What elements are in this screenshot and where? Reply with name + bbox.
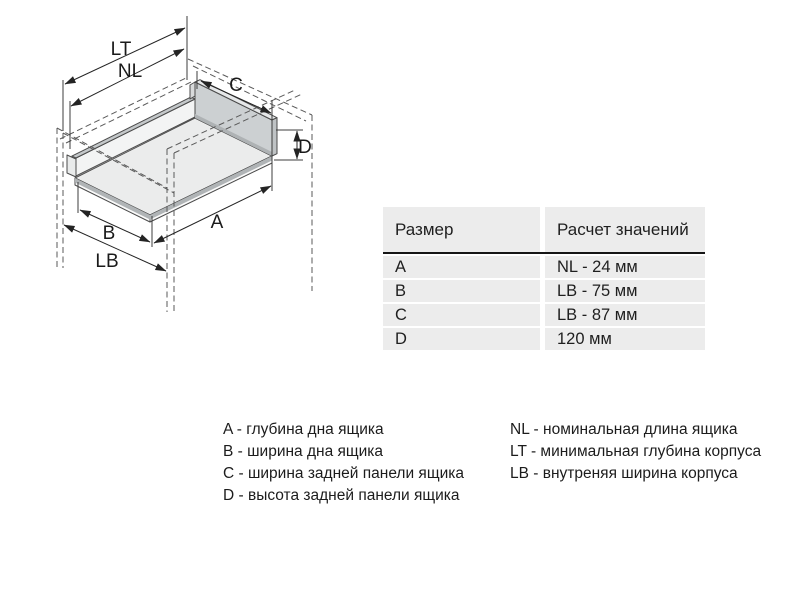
table-header-divider: [383, 252, 705, 254]
table-header-size: Размер: [383, 207, 540, 252]
legend-item-lb: LB - внутреняя ширина корпуса: [510, 465, 738, 482]
table-cell-value: 120 мм: [545, 328, 705, 350]
label-LB: LB: [95, 251, 119, 272]
dimensions-table: [383, 207, 705, 350]
label-LT: LT: [110, 39, 132, 60]
table-cell-size: A: [383, 256, 540, 278]
table-body: [383, 256, 705, 350]
table-cell-size: D: [383, 328, 540, 350]
legend-item-b: B - ширина дна ящика: [223, 443, 384, 460]
table-row: [383, 328, 705, 350]
table-row: [383, 304, 705, 326]
label-C: C: [229, 75, 243, 96]
legend-item-lt: LT - минимальная глубина корпуса: [510, 443, 762, 460]
legend-item-nl: NL - номинальная длина ящика: [510, 421, 738, 438]
table-row: [383, 280, 705, 302]
table-row: [383, 256, 705, 278]
legend-cabinet-dimensions: [510, 419, 761, 485]
legend-item-c: C - ширина задней панели ящика: [223, 465, 464, 482]
label-B: B: [102, 223, 116, 244]
label-NL: NL: [117, 61, 143, 82]
legend-drawer-dimensions: [223, 419, 464, 507]
table-cell-value: LB - 87 мм: [545, 304, 705, 326]
table-cell-size: C: [383, 304, 540, 326]
table-cell-value: LB - 75 мм: [545, 280, 705, 302]
label-A: A: [210, 212, 224, 233]
legend-item-d: D - высота задней панели ящика: [223, 487, 460, 504]
legend-item-a: A - глубина дна ящика: [223, 421, 384, 438]
table-header-row: [383, 207, 705, 252]
table-cell-value: NL - 24 мм: [545, 256, 705, 278]
table-header-calc: Расчет значений: [545, 207, 705, 252]
label-D: D: [298, 137, 312, 158]
table-cell-size: B: [383, 280, 540, 302]
